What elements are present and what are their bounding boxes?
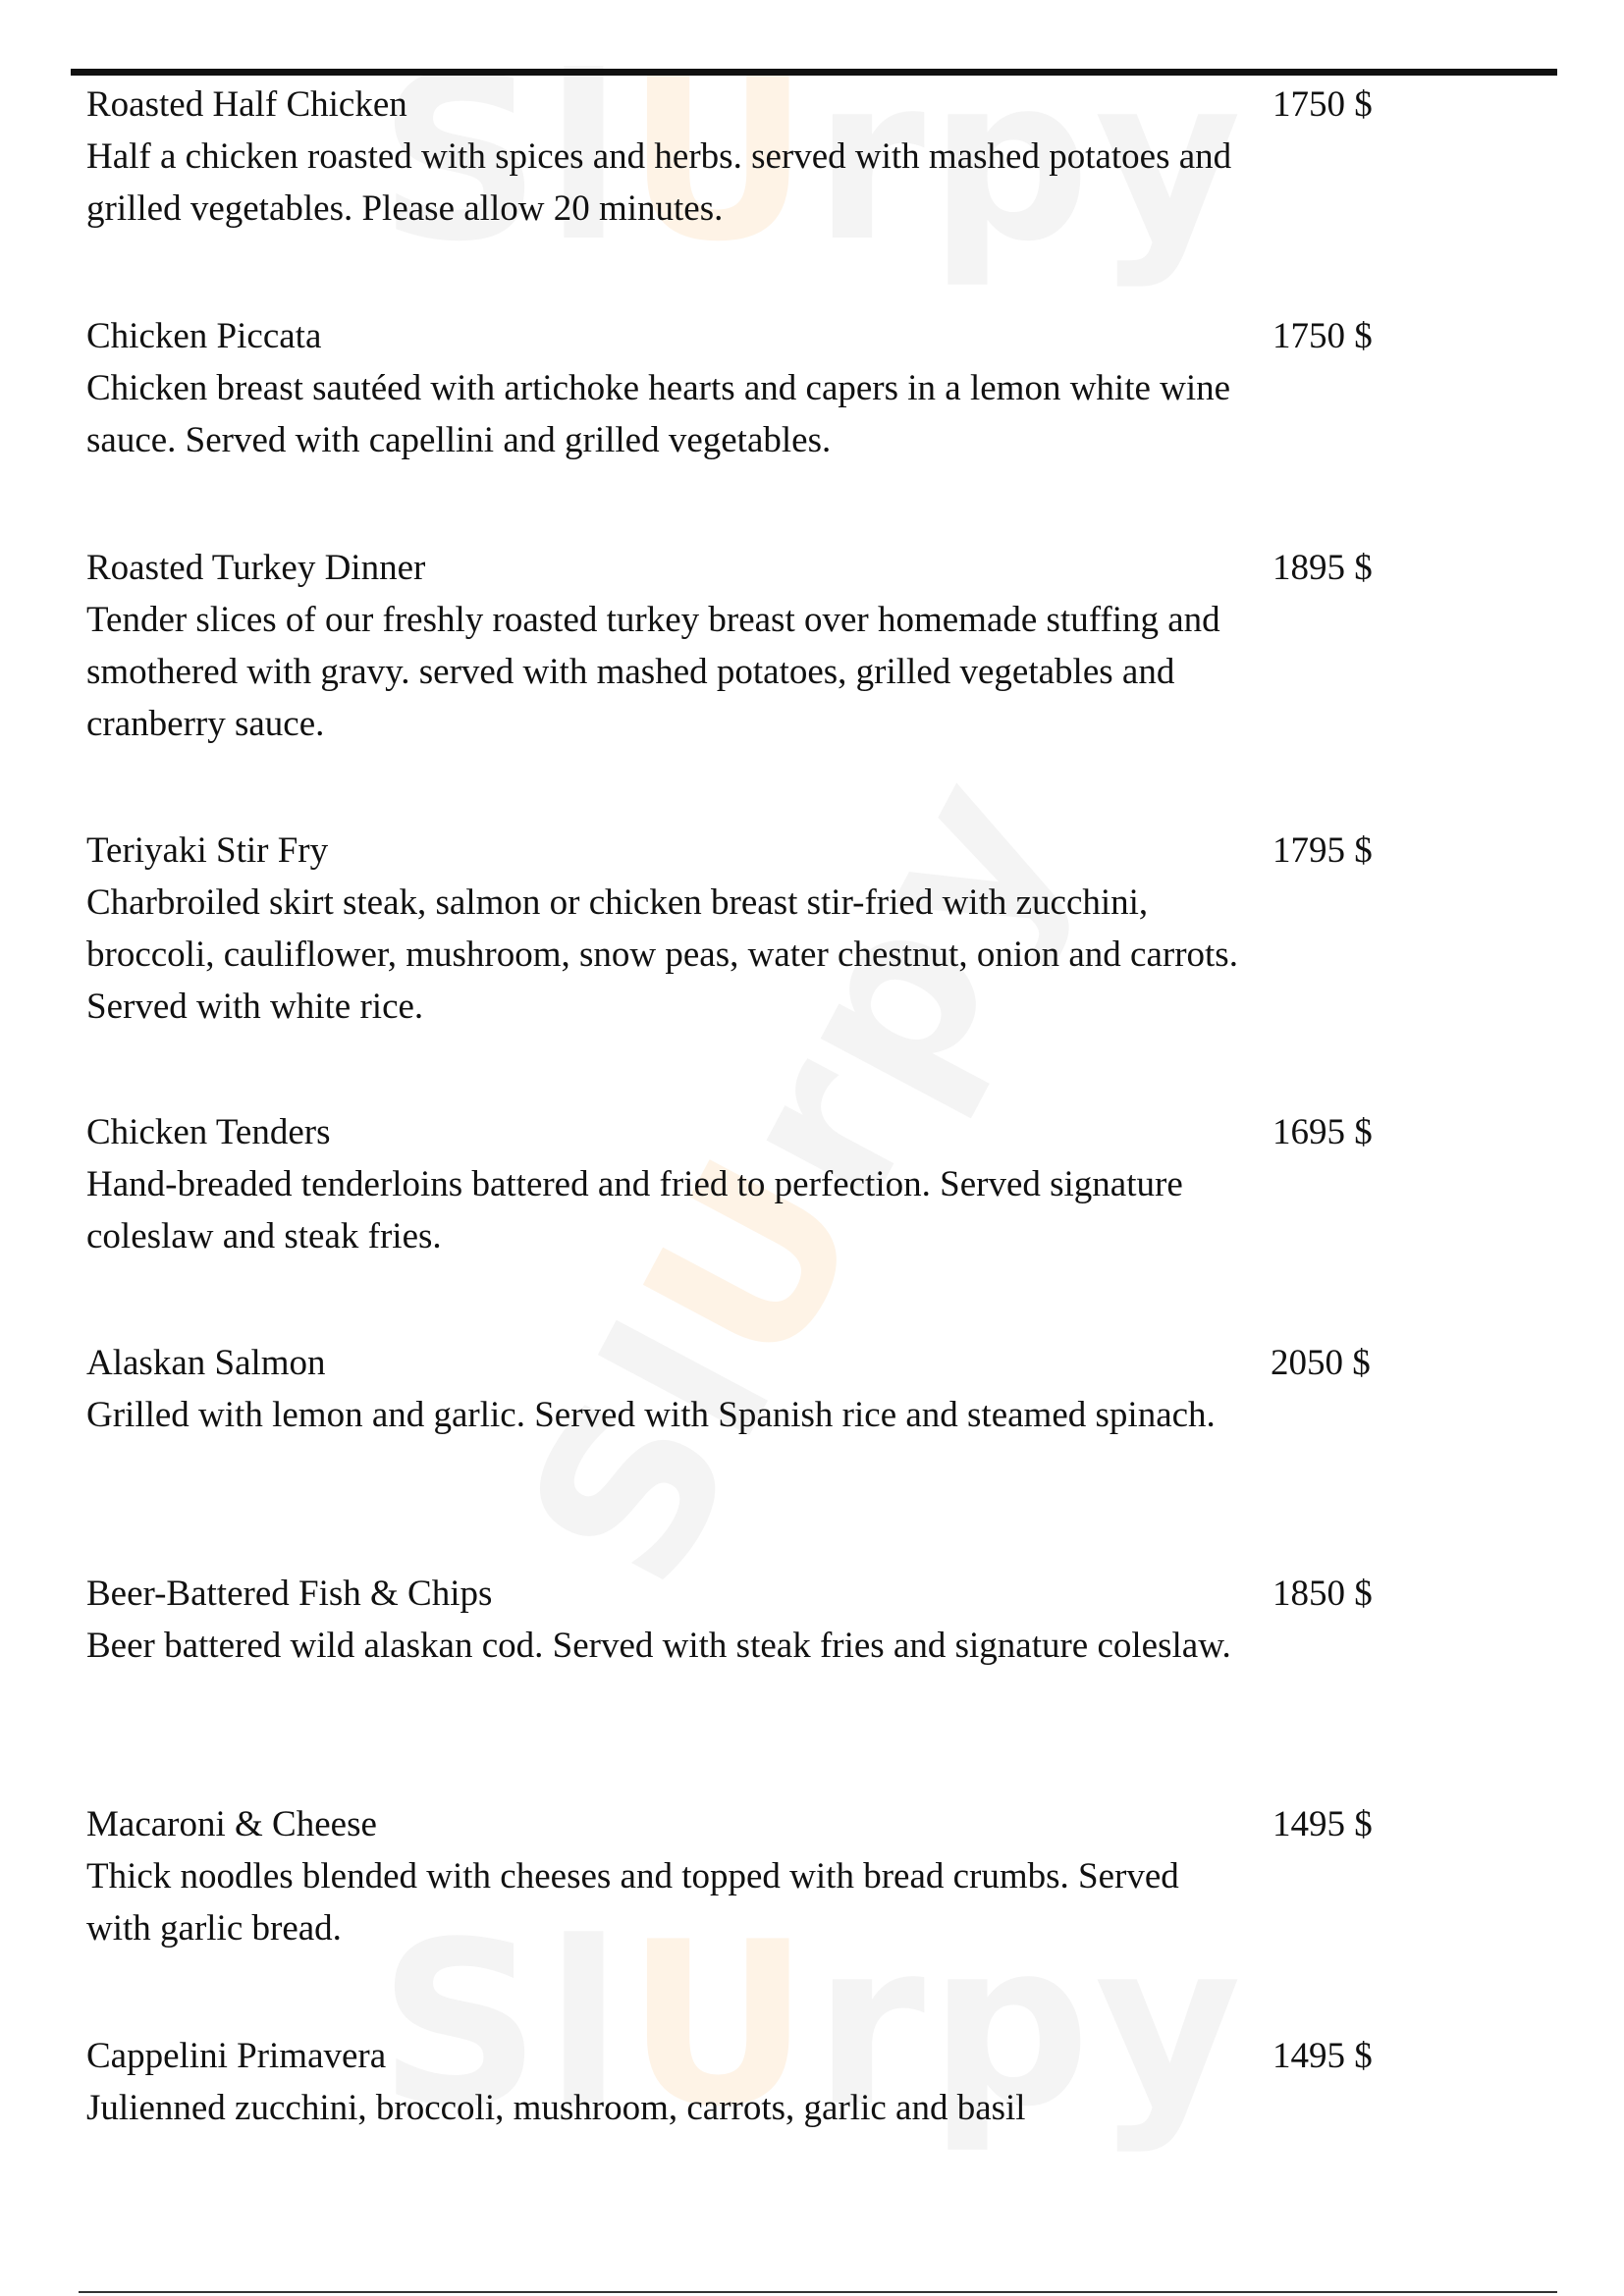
menu-item — [86, 1568, 1392, 1672]
menu-item — [86, 1337, 1392, 1441]
bottom-divider — [79, 2291, 1557, 2293]
item-name: Chicken Tenders — [86, 1112, 331, 1152]
item-price: 2050 $ — [1271, 1343, 1371, 1383]
item-name: Roasted Turkey Dinner — [86, 548, 426, 588]
menu-item — [86, 542, 1392, 750]
watermark-logo: U — [594, 1117, 915, 1406]
item-price: 1750 $ — [1272, 316, 1373, 356]
item-price: 1695 $ — [1272, 1112, 1373, 1152]
item-name: Alaskan Salmon — [86, 1343, 326, 1383]
item-description: Charbroiled skirt steak, salmon or chicken breast stir-fried with zucchini, broccoli, cauliflower, mushroom, snow peas, water chestnut, onion and carrots. Served with white rice. — [86, 882, 1238, 1027]
item-name: Beer-Battered Fish & Chips — [86, 1574, 493, 1614]
menu-item — [86, 825, 1392, 1033]
item-description: Half a chicken roasted with spices and herbs. served with mashed potatoes and grilled vegetables. Please allow 20 minutes. — [86, 136, 1232, 229]
item-description: Thick noodles blended with cheeses and topped with bread crumbs. Served with garlic bread. — [86, 1856, 1179, 1949]
menu-item — [86, 1106, 1392, 1262]
item-price: 1750 $ — [1272, 84, 1373, 125]
item-price: 1895 $ — [1272, 548, 1373, 588]
item-description: Chicken breast sautéed with artichoke hearts and capers in a lemon white wine sauce. Served with capellini and grilled vegetables. — [86, 368, 1231, 460]
item-price: 1495 $ — [1272, 2036, 1373, 2076]
watermark-logo: U — [625, 1895, 814, 2157]
item-name: Roasted Half Chicken — [86, 84, 407, 125]
menu-item — [86, 2030, 1392, 2134]
watermark-logo: U — [625, 29, 814, 292]
item-description: Beer battered wild alaskan cod. Served with steak fries and signature coleslaw. — [86, 1626, 1231, 1666]
top-divider — [71, 69, 1557, 76]
item-description: Tender slices of our freshly roasted turkey breast over homemade stuffing and smothered with gravy. served with mashed potatoes, grilled vegetables and cranberry sauce. — [86, 600, 1220, 744]
item-name: Chicken Piccata — [86, 316, 322, 356]
item-description: Hand-breaded tenderloins battered and fried to perfection. Served signature coleslaw and steak fries. — [86, 1164, 1183, 1256]
menu-item — [86, 310, 1392, 466]
menu-item — [86, 79, 1392, 235]
item-description: Julienned zucchini, broccoli, mushroom, carrots, garlic and basil — [86, 2088, 1026, 2128]
item-name: Cappelini Primavera — [86, 2036, 387, 2076]
item-price: 1495 $ — [1272, 1804, 1373, 1844]
item-price: 1850 $ — [1272, 1574, 1373, 1614]
item-name: Macaroni & Cheese — [86, 1804, 377, 1844]
item-price: 1795 $ — [1272, 830, 1373, 871]
menu-item — [86, 1798, 1392, 1954]
item-name: Teriyaki Stir Fry — [86, 830, 329, 871]
item-description: Grilled with lemon and garlic. Served with Spanish rice and steamed spinach. — [86, 1395, 1216, 1435]
